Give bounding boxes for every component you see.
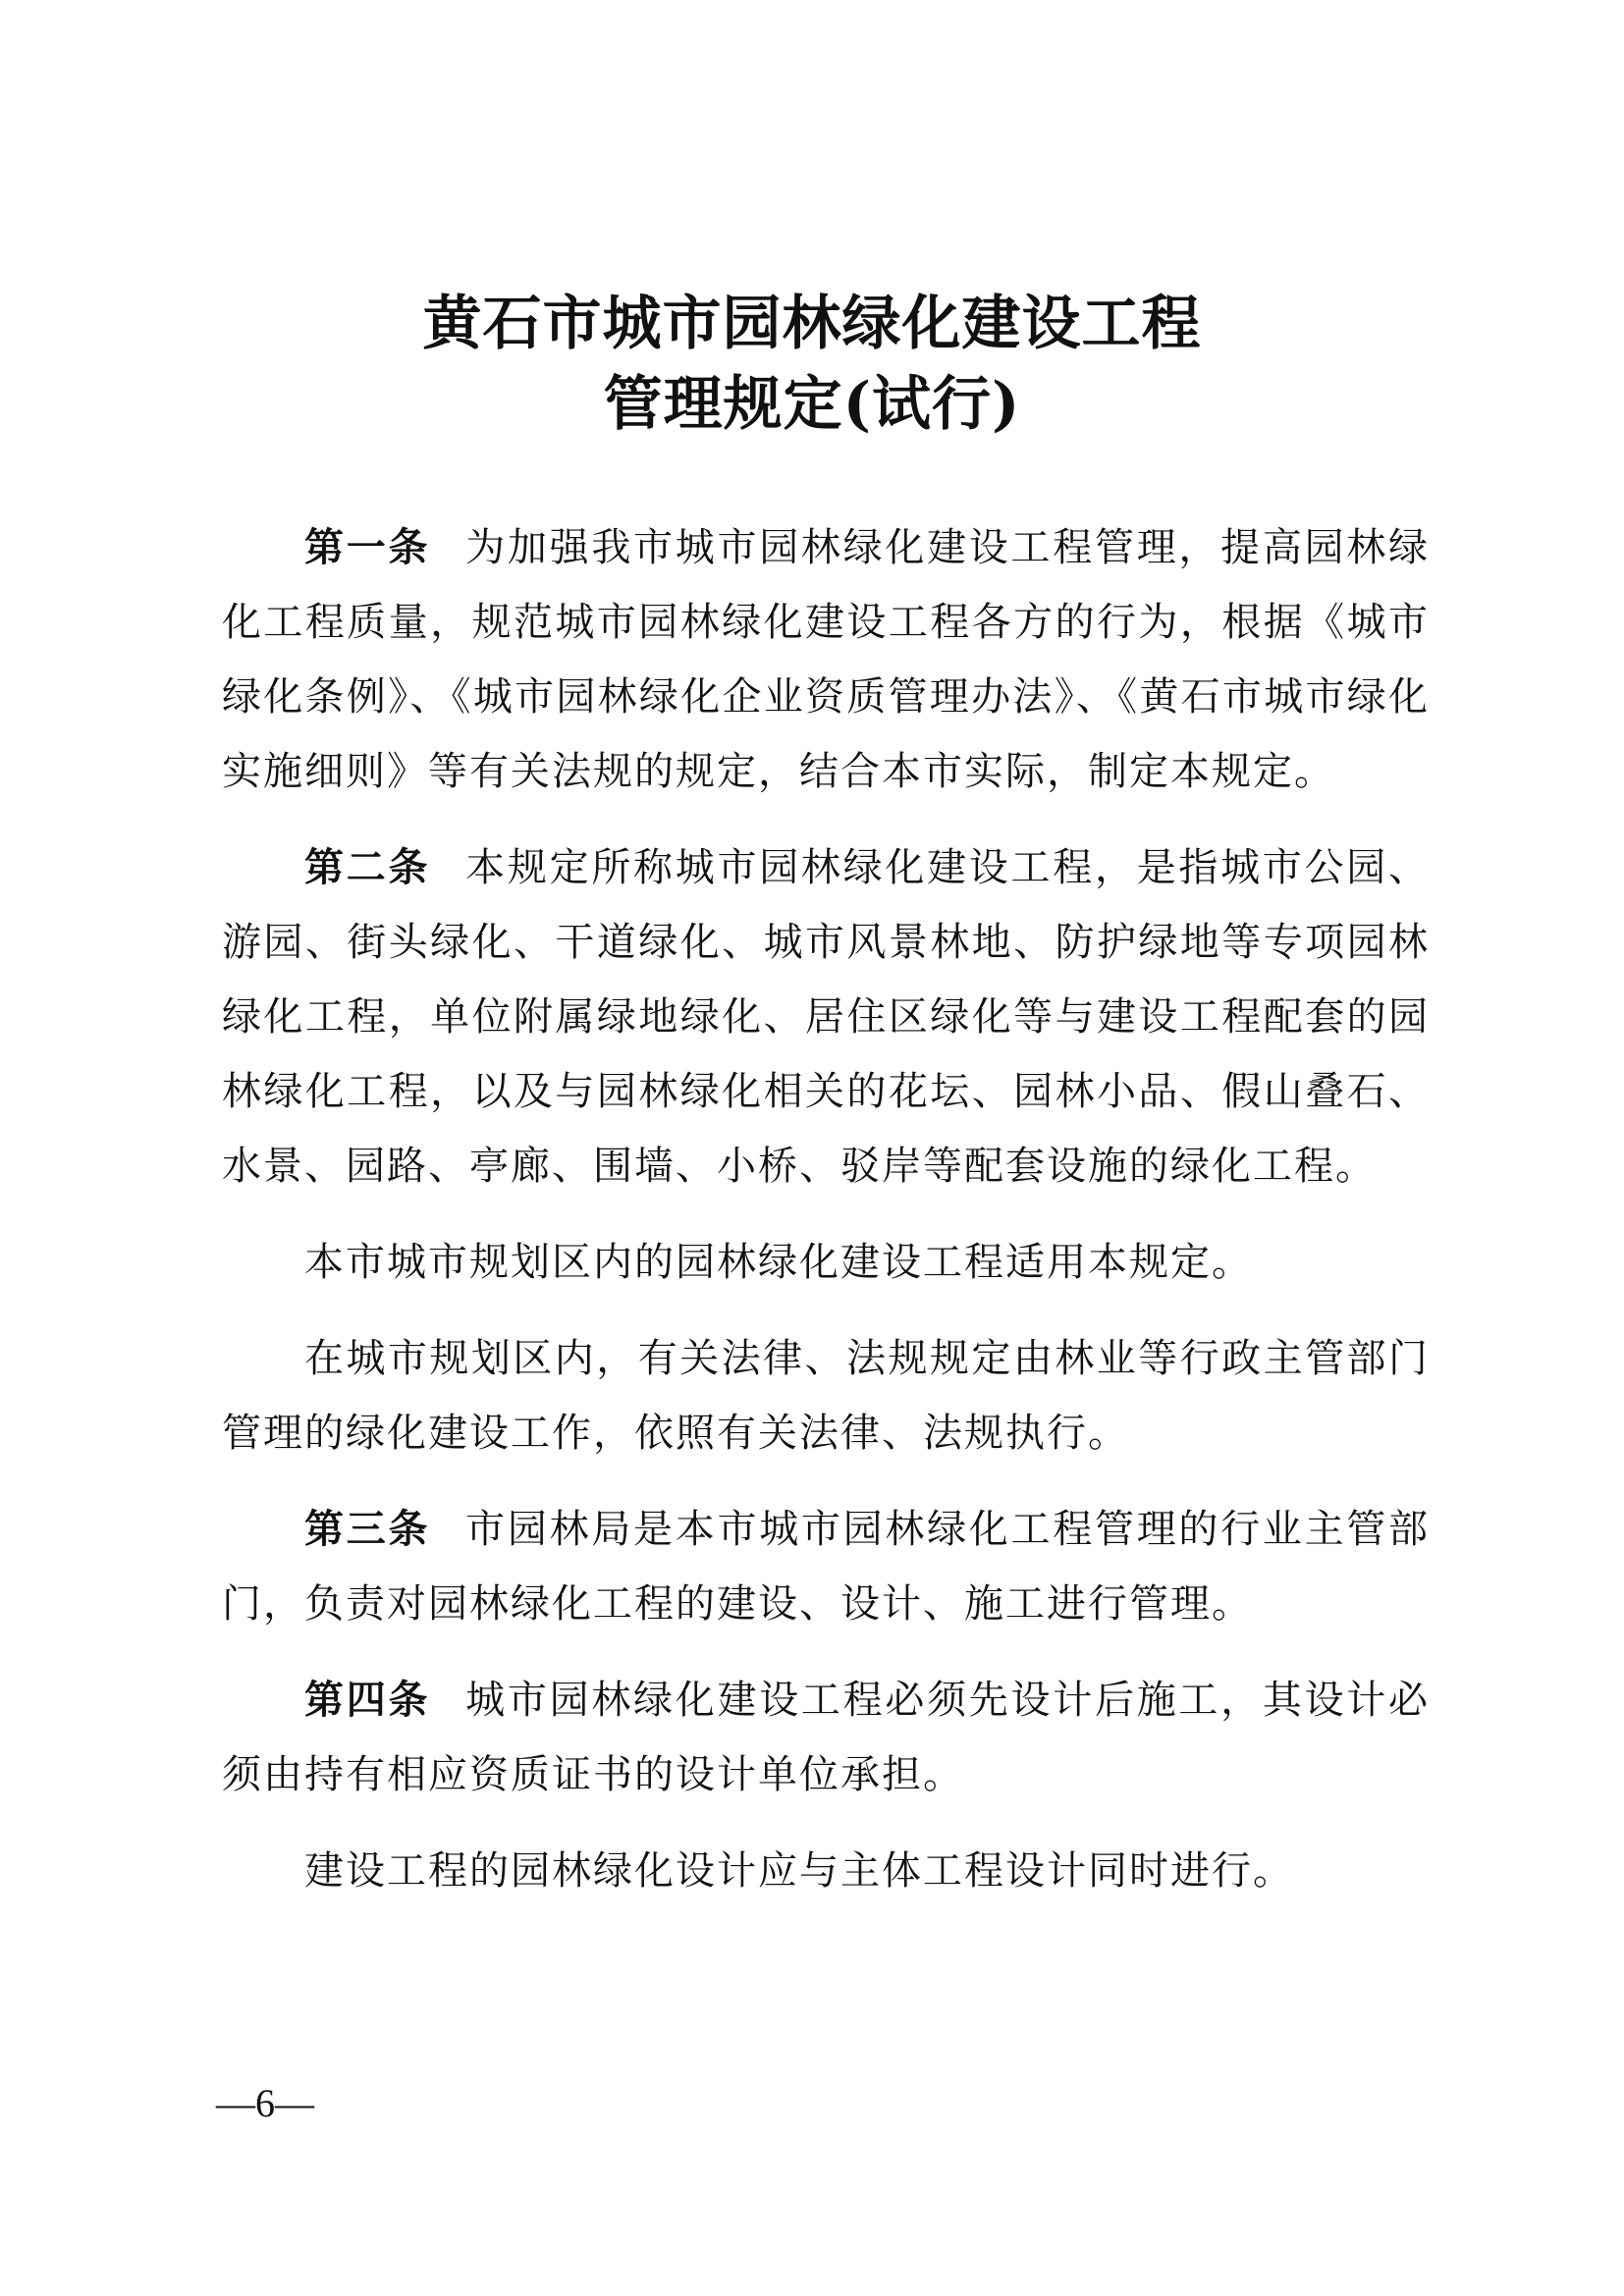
paragraph-text: 城市园林绿化建设工程必须先设计后施工，其设计必须由持有相应资质证书的设计单位承担。 (222, 1678, 1431, 1797)
paragraph-text: 在城市规划区内，有关法律、法规规定由林业等行政主管部门管理的绿化建设工作，依照有关法律、法规执行。 (222, 1336, 1430, 1456)
article-label: 第三条 (304, 1506, 431, 1552)
article-label: 第四条 (304, 1677, 431, 1723)
document-title-line-1: 黄石市城市园林绿化建设工程 (422, 290, 1202, 358)
paragraph-article-4 (222, 1663, 1430, 1812)
paragraph-text: 本市城市规划区内的园林绿化建设工程适用本规定。 (304, 1240, 1253, 1285)
paragraph-exception (222, 1321, 1430, 1470)
paragraph-article-2 (222, 830, 1430, 1203)
document-title-line-2: 管理规定(试行) (603, 370, 1021, 439)
paragraph-text: 本规定所称城市园林绿化建设工程，是指城市公园、游园、街头绿化、干道绿化、城市风景林地、防护绿地等专项园林绿化工程，单位附属绿地绿化、居住区绿化等与建设工程配套的园林绿化工程，以及与园林绿化相关的花坛、园林小品、假山叠石、水景、园路、亭廊、围墙、小桥、驳岸等配套设施的绿化工程。 (222, 845, 1431, 1189)
paragraph-scope (222, 1225, 1430, 1300)
document-body (222, 510, 1430, 1930)
paragraph-text: 建设工程的园林绿化设计应与主体工程设计同时进行。 (304, 1848, 1294, 1894)
paragraph-article-3 (222, 1492, 1430, 1641)
article-label: 第二条 (304, 844, 431, 890)
paragraph-text: 为加强我市城市园林绿化建设工程管理，提高园林绿化工程质量，规范城市园林绿化建设工程各方的行为，根据《城市绿化条例》、《城市园林绿化企业资质管理办法》、《黄石市城市绿化实施细则》等有关法规的规定，结合本市实际，制定本规定。 (222, 525, 1431, 794)
page-number: —6— (216, 2081, 314, 2125)
paragraph-design-timing (222, 1834, 1430, 1908)
paragraph-article-1 (222, 510, 1430, 809)
paragraph-text: 市园林局是本市城市园林绿化工程管理的行业主管部门，负责对园林绿化工程的建设、设计、施工进行管理。 (222, 1507, 1431, 1627)
article-label: 第一条 (304, 524, 431, 570)
